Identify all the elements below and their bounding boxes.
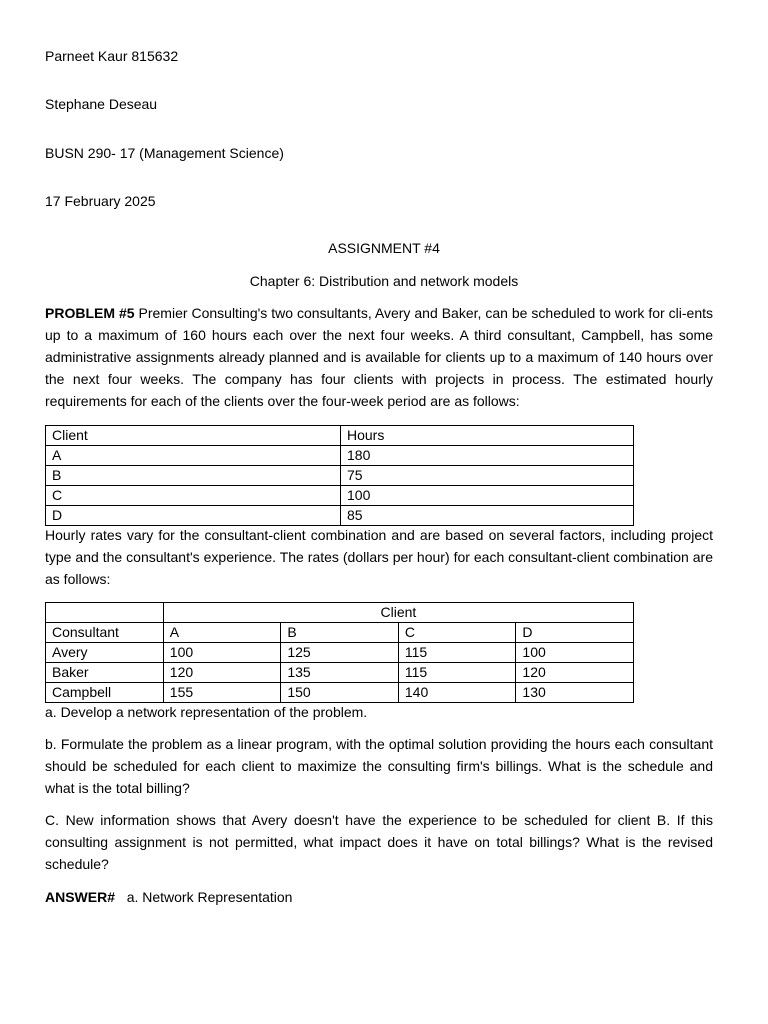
- answer-heading: [45, 886, 713, 908]
- table-header-cell: Consultant: [46, 623, 164, 643]
- instructor-name: Stephane Deseau: [45, 96, 158, 112]
- table-cell: 100: [516, 643, 634, 663]
- student-name: Parneet Kaur 815632: [45, 48, 179, 64]
- table-header-cell: Client: [46, 426, 341, 446]
- table-cell: 115: [398, 663, 516, 683]
- table-header-cell: Hours: [341, 426, 634, 446]
- table-row: [46, 643, 634, 663]
- table-row: [46, 506, 634, 526]
- table-group-header-row: [46, 603, 634, 623]
- table-header-row: [46, 623, 634, 643]
- table-header-cell: B: [281, 623, 399, 643]
- table-cell: Baker: [46, 663, 164, 683]
- table-cell: 150: [281, 683, 399, 703]
- table-cell: 155: [163, 683, 281, 703]
- question-c: C. New information shows that Avery doesn't have the experience to be scheduled for client B. If this consulting assignment is not permitted, what impact does it have on total billings? What is the revised schedule?: [45, 812, 713, 872]
- problem-statement: [45, 302, 713, 412]
- table-header-cell: C: [398, 623, 516, 643]
- question-b: b. Formulate the problem as a linear program, with the optimal solution providing the hours each consultant should be scheduled for each client to maximize the consulting firm's billings. What is the schedule and what is the total billing?: [45, 736, 713, 796]
- table-row: [46, 663, 634, 683]
- table-cell: 130: [516, 683, 634, 703]
- table-row: [46, 486, 634, 506]
- table-cell: 140: [398, 683, 516, 703]
- table-cell: Avery: [46, 643, 164, 663]
- answer-text: a. Network Representation: [126, 889, 293, 905]
- table-cell: 135: [281, 663, 399, 683]
- table-cell: D: [46, 506, 341, 526]
- table-row: [46, 466, 634, 486]
- table-cell: 115: [398, 643, 516, 663]
- answer-label: ANSWER#: [45, 889, 116, 905]
- table-cell: Campbell: [46, 683, 164, 703]
- table-cell: 75: [341, 466, 634, 486]
- table-cell: A: [46, 446, 341, 466]
- consultant-rates-table: [45, 602, 634, 703]
- table-header-cell: D: [516, 623, 634, 643]
- question-a: a. Develop a network representation of the problem.: [45, 704, 368, 720]
- table-cell: B: [46, 466, 341, 486]
- client-group-header: Client: [163, 603, 633, 623]
- course-name: BUSN 290- 17 (Management Science): [45, 145, 284, 161]
- problem-text: Premier Consulting's two consultants, Avery and Baker, can be scheduled to work for cli-ents up to a maximum of 160 hours each over the next four weeks. A third consultant, Campbell, has some administrative assignments already planned and is available for clients up to a maximum of 140 hours over the next four weeks. The company has four clients with projects in process. The estimated hourly requirements for each of the clients over the four-week period are as follows:: [45, 305, 714, 409]
- rates-intro: Hourly rates vary for the consultant-client combination and are based on several factors, including project type and the consultant's experience. The rates (dollars per hour) for each consultant-client combination are as follows:: [45, 527, 713, 587]
- table-cell: 100: [163, 643, 281, 663]
- table-header-cell: A: [163, 623, 281, 643]
- document-date: 17 February 2025: [45, 193, 156, 209]
- table-cell: 120: [163, 663, 281, 683]
- table-header-cell: [46, 603, 164, 623]
- table-cell: 180: [341, 446, 634, 466]
- table-row: [46, 683, 634, 703]
- table-header-row: [46, 426, 634, 446]
- table-cell: 85: [341, 506, 634, 526]
- problem-label: PROBLEM #5: [45, 305, 135, 321]
- client-hours-table: [45, 425, 634, 526]
- table-cell: 100: [341, 486, 634, 506]
- table-cell: 120: [516, 663, 634, 683]
- table-cell: C: [46, 486, 341, 506]
- table-cell: 125: [281, 643, 399, 663]
- chapter-subtitle: Chapter 6: Distribution and network models: [249, 273, 519, 289]
- table-row: [46, 446, 634, 466]
- assignment-title: ASSIGNMENT #4: [328, 240, 440, 256]
